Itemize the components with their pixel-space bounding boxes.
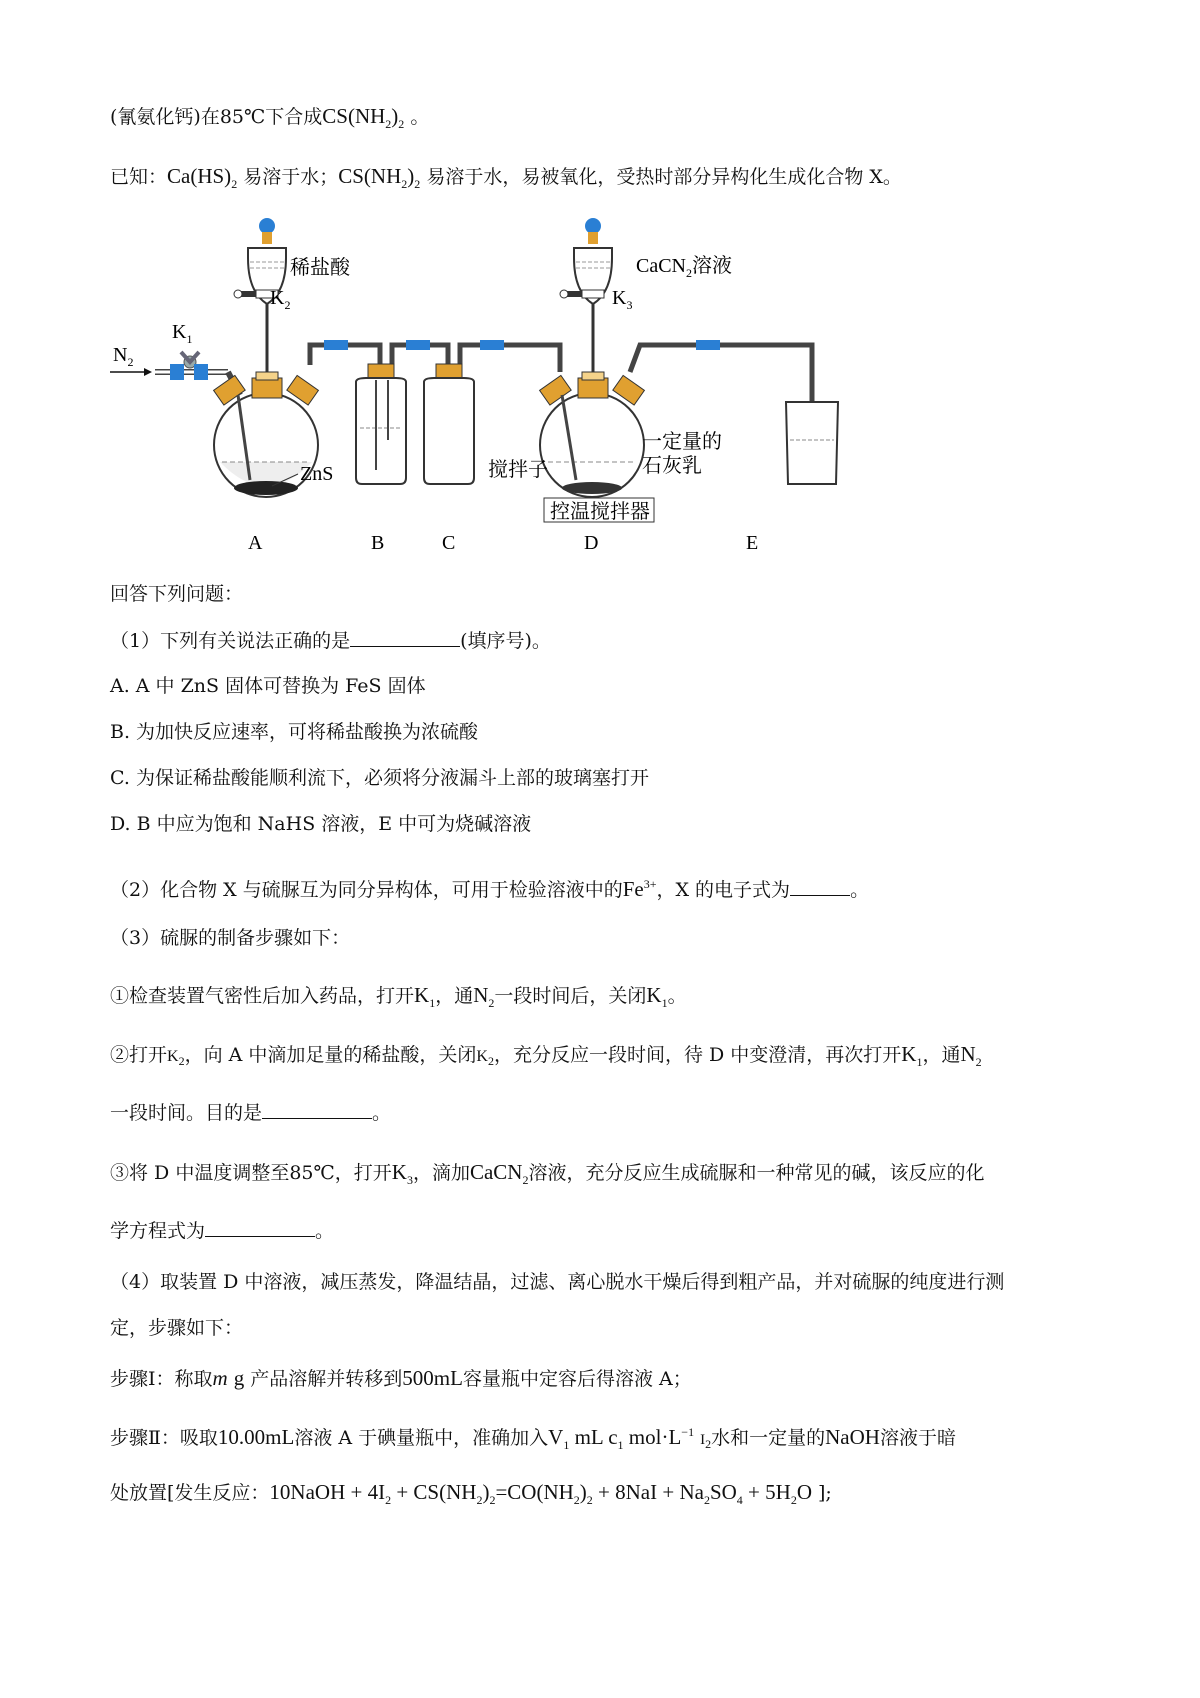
formula-thiourea: $CS(NH_2)_2$ — [338, 164, 421, 192]
q3-step-2-cont: 一段时间。目的是 。 — [110, 1102, 392, 1124]
q3-stem: （3）硫脲的制备步骤如下： — [110, 927, 351, 949]
known-line — [110, 164, 902, 196]
lime-label-2: 石灰乳 — [642, 455, 702, 477]
q4-step-2-reaction: 处放置[发生反应：10NaOH + $4I_2 + CS(NH_2)_2=CO(NH_2)_2 + 8NaI + Na_2SO_4 + 5H_2O$ ]; — [110, 1480, 832, 1508]
reaction-equation: 10NaOH + $4I_2 + CS(NH_2)_2=CO(NH_2)_2 + 8NaI + Na_2SO_4 + 5H_2O$ — [269, 1480, 812, 1508]
known-text: 易溶于水，易被氧化，受热时部分异构化生成化合物 X。 — [426, 166, 902, 188]
q3-step-1: ①检查装置气密性后加入药品，打开$K_1$，通$N_2$一段时间后，关闭$K_1$。 — [110, 983, 687, 1011]
bottle-c — [424, 364, 474, 484]
label-d: D — [584, 532, 599, 550]
q4-step-1: 步骤Ⅰ：称取m g 产品溶解并转移到500mL容量瓶中定容后得溶液 A； — [110, 1366, 692, 1390]
stirrer-label: 搅拌子 — [488, 459, 548, 481]
intro-line — [110, 104, 429, 136]
q1-option-b: B. 为加快反应速率，可将稀盐酸换为浓硫酸 — [110, 721, 479, 743]
q1-option-d: D. B 中应为饱和 NaHS 溶液，E 中可为烧碱溶液 — [110, 813, 532, 835]
q2-stem: （2）化合物 X 与硫脲互为同分异构体，可用于检验溶液中的$Fe^{3+}$，X 的电子式为 。 — [110, 877, 870, 901]
label-a: A — [248, 532, 263, 550]
q4-step-2: 步骤Ⅱ：吸取10.00mL溶液 A 于碘量瓶中，准确加入$V_1$ mL $c_1$ $mol\cdot L^{-1}$ $I_2$水和一定量的NaOH溶液于暗 — [110, 1425, 956, 1453]
q3-step-2: ②打开$K_2$，向 A 中滴加足量的稀盐酸，关闭$K_2$，充分反应一段时间，待 D 中变澄清，再次打开$K_1$，通$N_2$ — [110, 1042, 982, 1070]
bottle-b — [356, 364, 406, 484]
q4-line-1: （4）取装置 D 中溶液，减压蒸发，降温结晶，过滤、离心脱水干燥后得到粗产品，并对硫脲的纯度进行测 — [110, 1271, 1005, 1293]
k3-label: $K_3$ — [612, 287, 633, 312]
formula-cahs2: $Ca(HS)_2$ — [167, 164, 238, 192]
q4-line-2: 定，步骤如下： — [110, 1317, 244, 1339]
label-e: E — [746, 532, 759, 550]
known-text: 易溶于水； — [243, 166, 339, 188]
acid-label: 稀盐酸 — [290, 257, 350, 279]
q3-step-3-cont: 学方程式为 。 — [110, 1220, 335, 1242]
q1-option-c: C. 为保证稀盐酸能顺利流下，必须将分液漏斗上部的玻璃塞打开 — [110, 767, 649, 789]
q3-step-3: ③将 D 中温度调整至85℃，打开$K_3$，滴加CaCN$_2$溶液，充分反应生成硫脲和一种常见的碱，该反应的化 — [110, 1160, 985, 1188]
intro-text: (氰氨化钙)在 — [110, 106, 220, 128]
q1-option-a: A. A 中 ZnS 固体可替换为 FeS 固体 — [110, 675, 426, 697]
formula-fe3: $Fe^{3+}$ — [622, 877, 657, 901]
answer-blank[interactable] — [205, 1218, 315, 1237]
controller-label: 控温搅拌器 — [550, 501, 650, 523]
label-c: C — [442, 532, 456, 550]
n2-label: $N_2$ — [113, 344, 134, 369]
q1-stem: （1）下列有关说法正确的是 (填序号)。 — [110, 630, 551, 652]
flask-d — [488, 372, 722, 523]
question-intro: 回答下列问题： — [110, 583, 244, 605]
label-b: B — [371, 532, 385, 550]
temperature: 85℃ — [219, 106, 266, 128]
cacn2-label: CaCN$_2$溶液 — [636, 255, 732, 280]
answer-blank[interactable] — [262, 1100, 372, 1119]
answer-blank[interactable] — [790, 877, 850, 896]
zns-label: ZnS — [300, 463, 334, 485]
punct: 。 — [410, 106, 430, 128]
formula-thiourea: $CS(NH_2)_2$ — [322, 104, 405, 132]
lime-label-1: 一定量的 — [642, 431, 722, 453]
flask-a — [214, 372, 334, 497]
k1-label: $K_1$ — [172, 321, 193, 346]
beaker-e — [786, 402, 838, 484]
apparatus-diagram — [100, 210, 860, 550]
known-label: 已知： — [110, 166, 168, 188]
answer-blank[interactable] — [350, 628, 460, 647]
intro-text: 下合成 — [265, 106, 323, 128]
k2-label: $K_2$ — [270, 287, 291, 312]
